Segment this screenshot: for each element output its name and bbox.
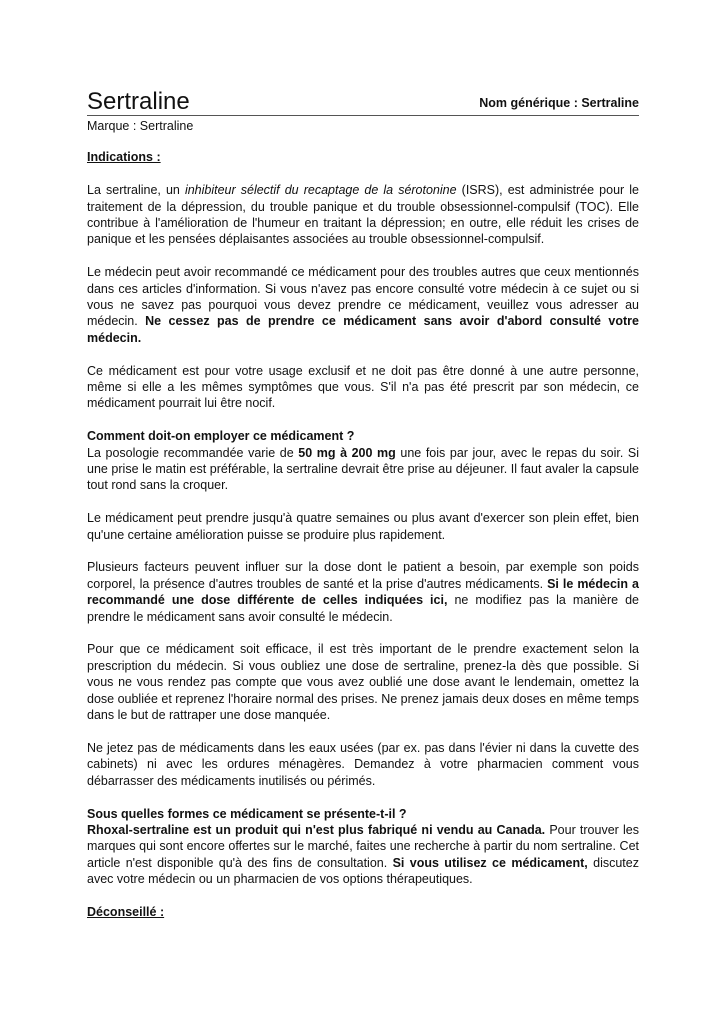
usage-paragraph-5: Ne jetez pas de médicaments dans les eaux usées (par ex. pas dans l'évier ni dans la cuvette des cabinets) ni avec les ordures ménagères. Demandez à votre pharmacien comment vous débarrasser des médicaments inutilisés ou périmés. — [87, 740, 639, 788]
document-page — [87, 88, 639, 920]
indications-heading: Indications : — [87, 150, 161, 165]
indications-paragraph-3: Ce médicament est pour votre usage exclusif et ne doit pas être donné à une autre personne, même si elle a les mêmes symptômes que vous. S'il n'a pas été prescrit par son médecin, ce médicament pourrait lui être nocif. — [87, 363, 639, 411]
page-title: Sertraline — [87, 88, 190, 115]
spacer — [87, 412, 639, 428]
spacer — [87, 346, 639, 362]
forms-paragraph: Rhoxal-sertraline est un produit qui n'est plus fabriqué ni vendu au Canada. Pour trouver les marques qui sont encore offertes sur le marché, faites une recherche à partir du nom sertraline. Cet article n'est disponible qu'à des fins de consultation. Si vous utilisez ce médicament, discutez avec votre médecin ou un pharmacien de vos options thérapeutiques. — [87, 822, 639, 887]
spacer — [87, 724, 639, 740]
spacer — [87, 133, 639, 149]
spacer — [87, 543, 639, 559]
forms-heading: Sous quelles formes ce médicament se présente-t-il ? — [87, 806, 407, 821]
usage-heading: Comment doit-on employer ce médicament ? — [87, 429, 355, 444]
usage-paragraph-1: La posologie recommandée varie de 50 mg à 200 mg une fois par jour, avec le repas du soir. Si une prise le matin est préférable, la sertraline devrait être prise au déjeuner. Il faut avaler la capsule tout rond sans la croquer. — [87, 445, 640, 493]
document-header — [87, 88, 639, 116]
indications-paragraph-1: La sertraline, un inhibiteur sélectif du recaptage de la sérotonine (ISRS), est administrée pour le traitement de la dépression, du trouble panique et du trouble obsessionnel-compulsif (TOC). Elle contribue à l'amélioration de l'humeur en traitant la dépression; en outre, elle réduit les crises de panique et les pensées déplaisantes associées au trouble obsessionnel-compulsif. — [87, 183, 639, 247]
spacer — [87, 888, 639, 904]
brand-name: Marque : Sertraline — [87, 119, 194, 133]
spacer — [87, 494, 639, 510]
indications-paragraph-2: Le médecin peut avoir recommandé ce médicament pour des troubles autres que ceux mentionnés dans ces articles d'information. Si vous n'avez pas encore consulté votre médecin à ce sujet ou si vous ne savez pas pourquoi vous devez prendre ce médicament, veuillez vous adresser au médecin. Ne cessez pas de prendre ce médicament sans avoir d'abord consulté votre médecin. — [87, 265, 639, 345]
usage-paragraph-3: Plusieurs facteurs peuvent influer sur la dose dont le patient a besoin, par exemple son poids corporel, la présence d'autres troubles de santé et la prise d'autres médicaments. Si le médecin a recommandé une dose différente de celles indiquées ici, ne modifiez pas la manière de prendre le médicament sans avoir consulté le médecin. — [87, 560, 639, 624]
spacer — [87, 625, 639, 641]
usage-paragraph-2: Le médicament peut prendre jusqu'à quatre semaines ou plus avant d'exercer son plein effet, bien qu'une certaine amélioration puisse se produire plus rapidement. — [87, 511, 639, 542]
generic-name: Nom générique : Sertraline — [479, 96, 639, 110]
spacer — [87, 166, 639, 182]
spacer — [87, 789, 639, 805]
spacer — [87, 248, 639, 264]
contra-heading: Déconseillé : — [87, 904, 165, 919]
usage-paragraph-4: Pour que ce médicament soit efficace, il est très important de le prendre exactement selon la prescription du médecin. Si vous oubliez une dose de sertraline, prenez-la dès que possible. Si vous ne vous rendez pas compte que vous avez oublié une dose avant le lendemain, omettez la dose oubliée et reprenez l'horaire normal des prises. Ne prenez jamais deux doses en même temps dans le but de rattraper une dose manquée. — [87, 642, 639, 723]
